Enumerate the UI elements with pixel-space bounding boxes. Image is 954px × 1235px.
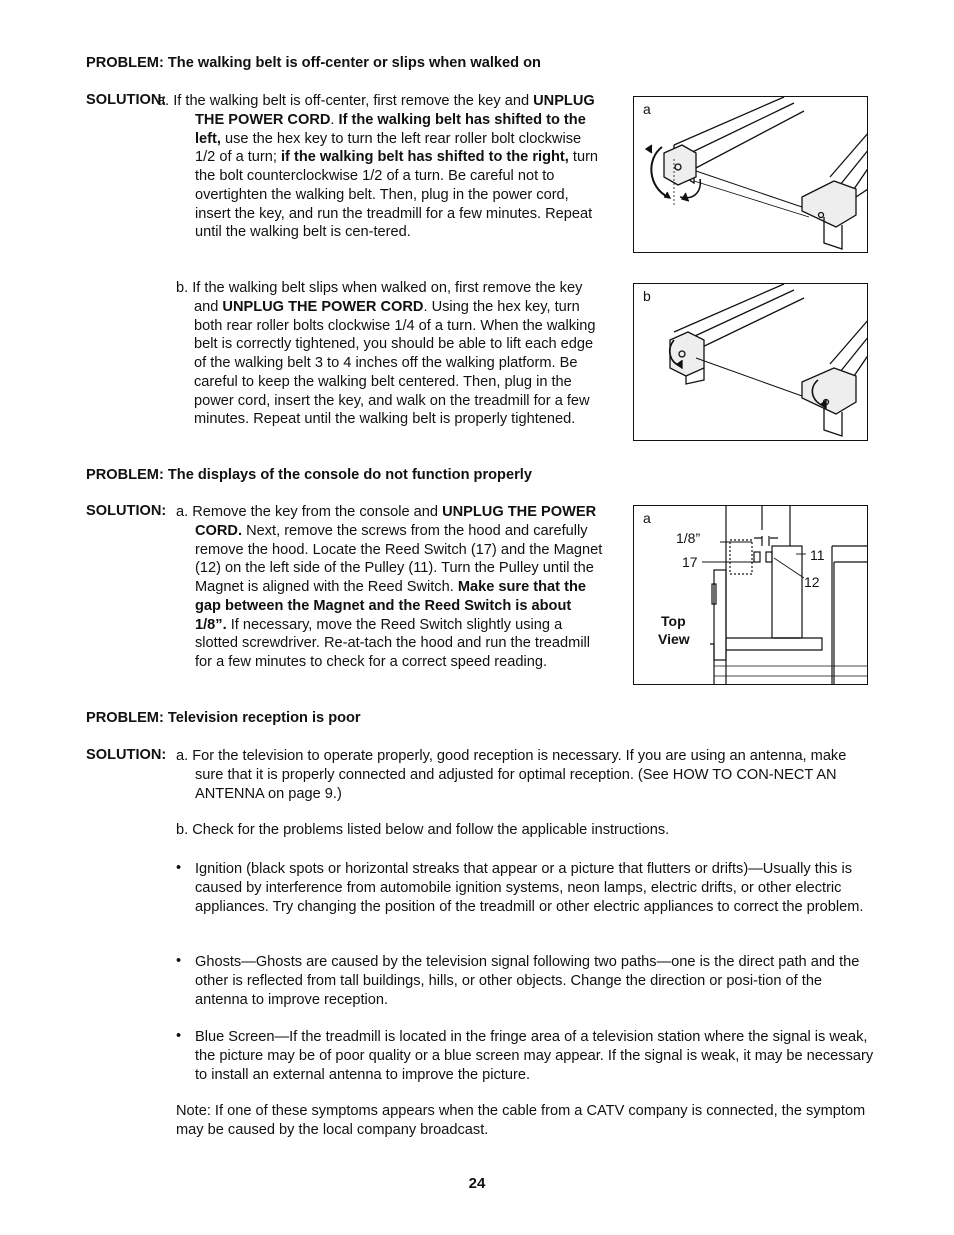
console-a-t1: a. Remove the key from the console and <box>176 504 443 520</box>
figure-letter: b <box>643 288 651 304</box>
solution-label-console: SOLUTION: <box>86 503 167 519</box>
belt-b-t1: b. If the walking belt slips when walked on, first remove the key and <box>176 280 583 315</box>
gap-label: 1/8” <box>676 530 701 546</box>
label-pulley-11: 11 <box>810 547 825 563</box>
belt-a-t4: turn the bolt counterclockwise 1/2 of a turn. Be careful not to overtighten the walking belt. Then, plug in the power cord, insert the key, and run the treadmill for a few minutes. Repeat until the walking belt is cen-tered. <box>195 149 599 241</box>
console-a-b1: UNPLUG THE POWER CORD. <box>195 504 597 539</box>
bullet-marker: • <box>176 953 182 969</box>
console-a-t3: If necessary, move the Reed Switch slightly using a slotted screwdriver. Re-at-tach the hood and run the treadmill for a few minutes to check for a correct speed reading. <box>195 616 591 670</box>
bullet-blue-screen: Blue Screen—If the treadmill is located in the fringe area of a television station where the signal is weak, the picture may be of poor quality or a blue screen may appear. If the signal is weak, it may be necessary to install an external antenna to improve the picture. <box>195 1029 874 1083</box>
figure-belt-offcenter <box>633 96 868 253</box>
bullet-ghosts: Ghosts—Ghosts are caused by the television signal following two paths—one is the direct path and the other is reflected from tall buildings, hills, or other objects. Change the direction or posi-tion of the antenna to improve reception. <box>195 954 860 1008</box>
belt-a-b2: If the walking belt has shifted to the left, <box>195 111 586 147</box>
tv-solution-b <box>176 821 867 840</box>
treadmill-roller-illustration <box>634 284 868 441</box>
belt-a-b3: if the walking belt has shifted to the right, <box>281 149 569 166</box>
tv-a-text: a. For the television to operate properly, good reception is necessary. If you are using an antenna, make sure that it is properly connected and adjusted for optimal reception. (See HOW TO CON-NECT AN ANTENNA on page 9.) <box>176 748 847 802</box>
bullet-ignition: Ignition (black spots or horizontal streaks that appear or a picture that flutters or drifts)—Usually this is caused by interference from automobile ignition systems, neon lamps, electric drifts, or other electric appliances. Try changing the position of the treadmill or other electric appliances to correct the problem. <box>195 861 864 915</box>
figure-letter: a <box>643 101 651 117</box>
figure-reed-switch <box>633 505 868 685</box>
console-a-b2: Make sure that the gap between the Magnet and the Reed Switch is about 1/8”. <box>195 579 586 633</box>
belt-b-t2: . Using the hex key, turn both rear roller bolts clockwise 1/4 of a turn. When the walking belt is correctly tightened, you should be able to lift each edge of the walking belt 3 to 4 inches off the walking platform. Be careful to keep the walking belt centered. Then, plug in the power cord, insert the key, and walk on the treadmill for a few minutes. Repeat until the walking belt is properly tightened. <box>194 298 596 428</box>
belt-solution-a <box>157 92 605 242</box>
console-solution-a <box>176 503 605 672</box>
label-reed-switch-17: 17 <box>682 554 698 570</box>
belt-a-t2: . <box>330 111 339 128</box>
belt-b-b1: UNPLUG THE POWER CORD <box>222 298 424 315</box>
solution-label-tv: SOLUTION: <box>86 747 167 763</box>
bullet-marker: • <box>176 1028 182 1044</box>
console-a-t2: Next, remove the screws from the hood and carefully remove the hood. Locate the Reed Switch (17) and the Magnet (12) on the left side of the Pulley (11). Turn the Pulley until the Magnet is aligned with the Reed Switch. <box>195 522 603 595</box>
top-view-label-2: View <box>658 631 690 647</box>
note-text: Note: If one of these symptoms appears when the cable from a CATV company is connected, the symptom may be caused by the local company broadcast. <box>176 1103 866 1138</box>
belt-a-b1: UNPLUG THE POWER CORD <box>195 93 595 128</box>
page-number: 24 <box>468 1175 486 1192</box>
problem-heading-belt: PROBLEM: The walking belt is off-center or slips when walked on <box>86 55 541 71</box>
top-view-label-1: Top <box>661 613 686 629</box>
figure-letter: a <box>643 510 651 526</box>
belt-solution-b <box>176 279 606 429</box>
belt-a-t3: use the hex key to turn the left rear roller bolt clockwise 1/2 of a turn; <box>195 130 582 166</box>
problem-heading-console: PROBLEM: The displays of the console do not function properly <box>86 467 532 483</box>
treadmill-roller-illustration <box>634 97 868 253</box>
solution-label-belt: SOLUTION: <box>86 92 167 108</box>
bullet-marker: • <box>176 860 182 876</box>
tv-b-text: b. Check for the problems listed below and follow the applicable instructions. <box>176 822 670 838</box>
label-magnet-12: 12 <box>804 574 820 590</box>
tv-solution-a <box>176 747 867 803</box>
figure-belt-slip <box>633 283 868 441</box>
reed-switch-illustration <box>634 506 868 685</box>
belt-a-t1: a. If the walking belt is off-center, first remove the key and <box>157 93 534 109</box>
problem-heading-tv: PROBLEM: Television reception is poor <box>86 710 361 726</box>
